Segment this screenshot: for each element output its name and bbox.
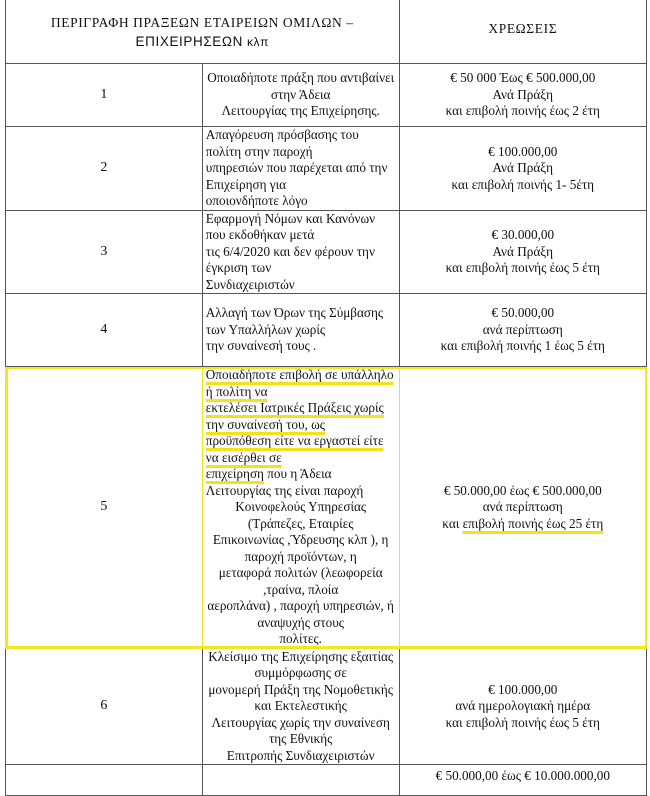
fee-line: Ανά Πράξη bbox=[492, 86, 554, 102]
fee-line: € 30.000,00 bbox=[491, 227, 555, 242]
row-fee bbox=[399, 367, 646, 649]
fee-line: Ανά Πράξη bbox=[492, 160, 554, 175]
description-header-line2: ΕΠΙΧΕΙΡΗΣΕΩΝ bbox=[135, 33, 243, 49]
desc-line: Επιτροπής Συνδιαχειριστών bbox=[226, 747, 375, 763]
row-description bbox=[202, 210, 399, 294]
row-fee bbox=[399, 127, 646, 211]
desc-line-highlighted: προϋπόθεση είτε να εργαστεί είτε να εισέρθει σε bbox=[205, 433, 384, 465]
table-row-partial bbox=[6, 765, 647, 796]
fee-line: € 100.000,00 bbox=[488, 681, 558, 697]
fee-line: και επιβολή ποινής έως 5 έτη bbox=[445, 260, 600, 275]
desc-line-highlighted: επιχείρηση bbox=[205, 466, 264, 481]
desc-line: μεταφορά πολιτών (λεωφορεία ,τραίνα, πλοία bbox=[218, 565, 383, 597]
fee-header: ΧΡΕΩΣΕΙΣ bbox=[399, 0, 646, 64]
row-description bbox=[202, 64, 399, 127]
desc-line: Λειτουργίας της Επιχείρησης. bbox=[221, 103, 380, 119]
desc-line: αεροπλάνα) , παροχή υπηρεσιών, ή αναψυχής στους bbox=[207, 598, 394, 630]
fee-line: ανά περίπτωση bbox=[482, 499, 563, 514]
fines-table bbox=[5, 0, 647, 796]
fee-line: Ανά Πράξη bbox=[492, 243, 554, 259]
fee-line: € 50.000,00 έως € 10.000.000,00 bbox=[435, 768, 610, 783]
desc-line: μονομερή Πράξη της Νομοθετικής και Εκτελεστικής bbox=[208, 681, 393, 713]
row-number: 6 bbox=[6, 648, 203, 765]
row-fee bbox=[399, 294, 646, 367]
table-row bbox=[6, 294, 647, 367]
fee-line: € 50.000,00 έως € 500.000,00 bbox=[443, 482, 602, 498]
row-description bbox=[202, 648, 399, 765]
row-fee bbox=[399, 64, 646, 127]
desc-line: Επικοινωνίας ,Ύδρευσης κλπ ), η παροχή προϊόντων, η bbox=[212, 532, 389, 564]
desc-line: Λειτουργίας χωρίς την συναίνεση της Εθνικής bbox=[211, 714, 390, 746]
row-description bbox=[202, 765, 399, 796]
header-row bbox=[6, 0, 647, 64]
row-description bbox=[202, 367, 399, 649]
row-description bbox=[202, 127, 399, 211]
fee-line: ανά περίπτωση bbox=[482, 321, 563, 337]
row-number: 4 bbox=[6, 294, 203, 367]
fee-line: και bbox=[442, 515, 463, 531]
desc-line: Απαγόρευση πρόσβασης του πολίτη στην παροχή bbox=[205, 127, 359, 159]
desc-line-highlighted: Οποιαδήποτε επιβολή σε υπάλληλο ή πολίτη να bbox=[205, 367, 394, 399]
desc-line: Οποιαδήποτε πράξη που αντιβαίνει στην Άδεια bbox=[207, 70, 395, 102]
fee-line: και επιβολή ποινής έως 5 έτη bbox=[445, 714, 600, 730]
desc-line: Κλείσιμο της Επιχείρησης εξαιτίας συμμόρφωσης σε bbox=[208, 648, 394, 680]
fee-line: και επιβολή ποινής 1- 5έτη bbox=[451, 176, 595, 192]
fee-line: € 100.000,00 bbox=[488, 143, 558, 159]
desc-line: οποιονδήποτε λόγο bbox=[205, 193, 308, 208]
desc-line: πολίτες. bbox=[279, 631, 322, 646]
table-row bbox=[6, 648, 647, 765]
desc-line: τις 6/4/2020 και δεν φέρουν την έγκριση των bbox=[205, 243, 375, 275]
desc-line: την συναίνεσή τους . bbox=[205, 338, 317, 354]
desc-line: Συνδιαχειριστών bbox=[205, 276, 295, 292]
row-number bbox=[6, 765, 203, 796]
desc-line: Αλλαγή των Όρων της Σύμβασης των Υπαλλήλων χωρίς bbox=[205, 305, 384, 337]
row-fee bbox=[399, 210, 646, 294]
row-number: 5 bbox=[6, 367, 203, 649]
desc-line: Κοινοφελούς Υπηρεσίας (Τράπεζες, Εταιρίες bbox=[235, 499, 367, 531]
table-row bbox=[6, 210, 647, 294]
fee-line: € 50.000,00 bbox=[491, 305, 555, 321]
description-header bbox=[6, 0, 400, 64]
table-row bbox=[6, 64, 647, 127]
fee-line: ανά ημερολογιακή ημέρα bbox=[455, 698, 591, 713]
fee-line: και επιβολή ποινής έως 2 έτη bbox=[445, 103, 600, 119]
row-number: 1 bbox=[6, 64, 203, 127]
desc-line: Εφαρμογή Νόμων και Κανόνων που εκδοθήκαν μετά bbox=[205, 210, 376, 242]
row-description bbox=[202, 294, 399, 367]
fee-line-highlighted: επιβολή ποινής έως 25 έτη bbox=[462, 515, 604, 531]
desc-line: που η Άδεια Λειτουργίας της είναι παροχή bbox=[205, 466, 364, 498]
desc-line: υπηρεσιών που παρέχεται από την Επιχείρηση για bbox=[205, 160, 388, 192]
fee-line: και επιβολή ποινής 1 έως 5 έτη bbox=[440, 338, 605, 354]
fee-line: € 50 000 Έως € 500.000,00 bbox=[450, 70, 596, 86]
row-number: 3 bbox=[6, 210, 203, 294]
description-header-line1: ΠΕΡΙΓΡΑΦΗ ΠΡΑΞΕΩΝ ΕΤΑΙΡΕΙΩΝ ΟΜΙΛΩΝ – bbox=[50, 14, 354, 30]
table-row-highlighted bbox=[6, 367, 647, 649]
desc-line-highlighted: εκτελέσει Ιατρικές Πράξεις χωρίς την συναίνεσή του, ως bbox=[205, 400, 384, 432]
row-fee bbox=[399, 765, 646, 796]
table-row bbox=[6, 127, 647, 211]
description-header-suffix: κλπ bbox=[246, 34, 270, 49]
row-fee bbox=[399, 648, 646, 765]
row-number: 2 bbox=[6, 127, 203, 211]
